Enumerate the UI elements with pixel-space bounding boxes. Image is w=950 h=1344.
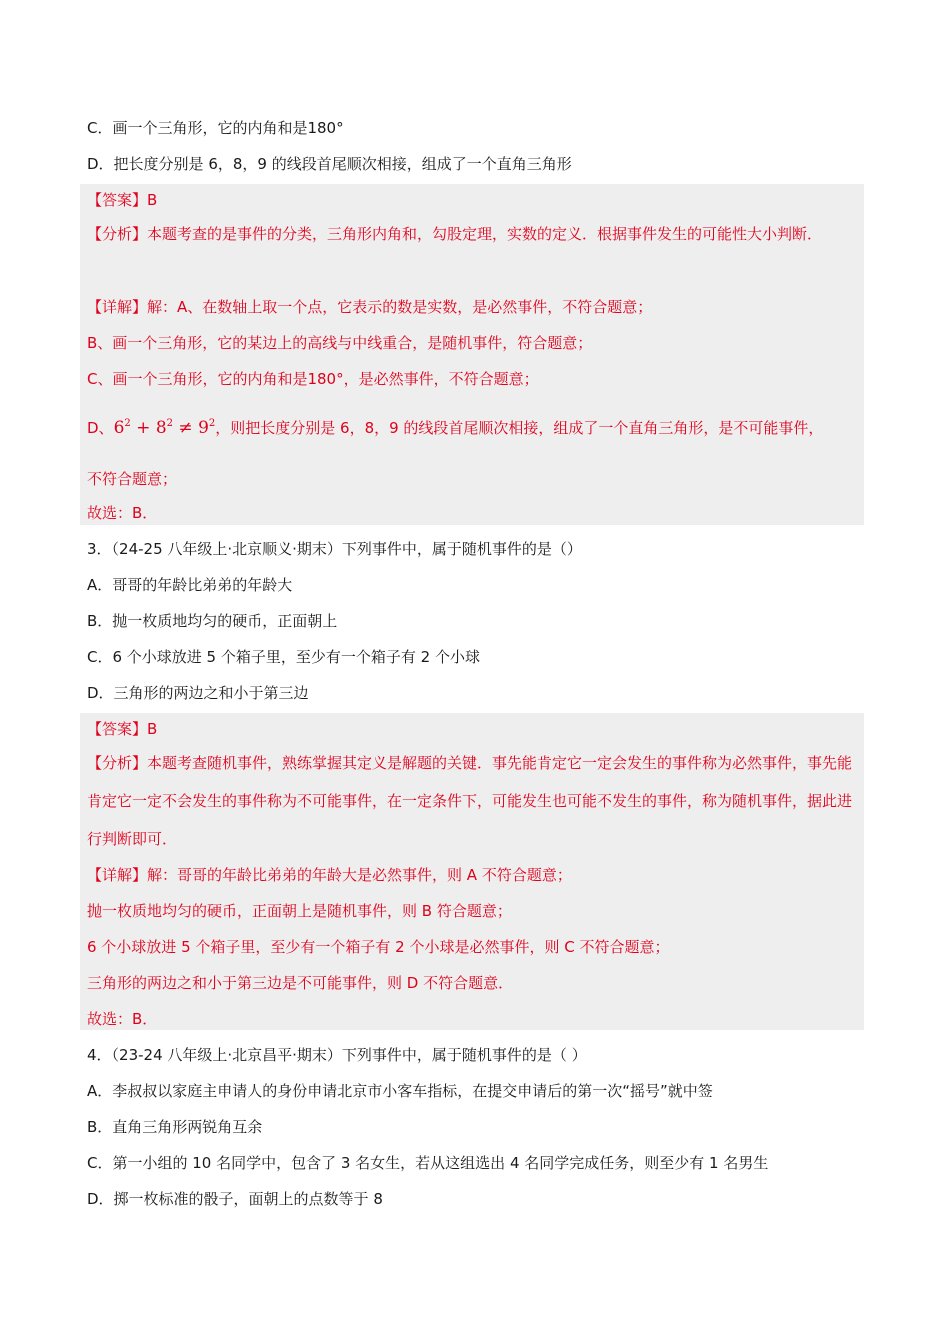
q2-detail-c: C、画一个三角形，它的内角和是180°，是必然事件，不符合题意； bbox=[87, 370, 539, 388]
q3-stem: 3．（24-25 八年级上·北京顺义·期末）下列事件中，属于随机事件的是（） bbox=[87, 540, 582, 558]
q2-detail-d-lead: D、 bbox=[87, 419, 114, 437]
q2-analysis bbox=[87, 215, 863, 253]
q3-option-b: B．抛一枚质地均匀的硬币，正面朝上 bbox=[87, 612, 338, 630]
q2-detail-label: 【详解】 bbox=[87, 298, 148, 316]
q2-detail-d-rest: ，则把长度分别是 6，8，9 的线段首尾顺次相接，组成了一个直角三角形，是不可能事件， bbox=[215, 419, 824, 437]
q2-detail-b: B、画一个三角形，它的某边上的高线与中线重合，是随机事件，符合题意； bbox=[87, 334, 593, 352]
q3-detail-2: 抛一枚质地均匀的硬币，正面朝上是随机事件，则 B 符合题意； bbox=[87, 902, 512, 920]
q3-answer: 【答案】B bbox=[87, 720, 158, 738]
q3-option-a: A．哥哥的年龄比弟弟的年龄大 bbox=[87, 576, 293, 594]
q4-option-c: C．第一小组的 10 名同学中，包含了 3 名女生，若从这组选出 4 名同学完成任务，则至少有 1 名男生 bbox=[87, 1154, 769, 1172]
q3-detail-3: 6 个小球放进 5 个箱子里，至少有一个箱子有 2 个小球是必然事件，则 C 不符合题意； bbox=[87, 938, 670, 956]
q2-choose: 故选：B． bbox=[87, 504, 158, 522]
q2-detail-d bbox=[87, 418, 823, 438]
q2-detail-a-text: 解：A、在数轴上取一个点，它表示的数是实数，是必然事件，不符合题意； bbox=[147, 298, 653, 316]
q2-detail-d-tail: 不符合题意； bbox=[87, 470, 178, 488]
q2-answer: 【答案】B bbox=[87, 191, 158, 209]
q3-detail-label: 【详解】 bbox=[87, 866, 148, 884]
q2-detail-a bbox=[87, 297, 652, 317]
q4-option-b: B．直角三角形两锐角互余 bbox=[87, 1118, 263, 1136]
q3-analysis-label: 【分析】 bbox=[87, 754, 148, 772]
q2-option-c: C．画一个三角形，它的内角和是180° bbox=[87, 119, 344, 137]
q3-detail-1 bbox=[87, 865, 572, 885]
q3-option-d: D．三角形的两边之和小于第三边 bbox=[87, 684, 309, 702]
q4-option-d: D．掷一枚标准的骰子，面朝上的点数等于 8 bbox=[87, 1190, 383, 1208]
q3-analysis bbox=[87, 744, 863, 858]
q3-detail-4: 三角形的两边之和小于第三边是不可能事件，则 D 不符合题意． bbox=[87, 974, 514, 992]
q4-option-a: A．李叔叔以家庭主申请人的身份申请北京市小客车指标，在提交申请后的第一次“摇号”就中签 bbox=[87, 1082, 713, 1100]
q2-option-d: D．把长度分别是 6，8，9 的线段首尾顺次相接，组成了一个直角三角形 bbox=[87, 155, 572, 173]
q3-choose: 故选：B． bbox=[87, 1010, 158, 1028]
q2-detail-d-formula: $6^2 + 8^2 \ne 9^2$ bbox=[113, 418, 216, 438]
q3-detail-1-text: 解：哥哥的年龄比弟弟的年龄大是必然事件，则 A 不符合题意； bbox=[147, 866, 572, 884]
q4-stem: 4．（23-24 八年级上·北京昌平·期末）下列事件中，属于随机事件的是（ ） bbox=[87, 1046, 587, 1064]
q2-analysis-label: 【分析】 bbox=[87, 225, 148, 243]
q3-option-c: C．6 个小球放进 5 个箱子里，至少有一个箱子有 2 个小球 bbox=[87, 648, 480, 666]
q2-analysis-text: 本题考查的是事件的分类，三角形内角和，勾股定理，实数的定义．根据事件发生的可能性大小判断． bbox=[147, 225, 823, 243]
q3-analysis-text: 本题考查随机事件，熟练掌握其定义是解题的关键．事先能肯定它一定会发生的事件称为必然事件，事先能肯定它一定不会发生的事件称为不可能事件，在一定条件下，可能发生也可能不发生的事件，称为随机事件，据此进行判断即可． bbox=[87, 754, 853, 848]
